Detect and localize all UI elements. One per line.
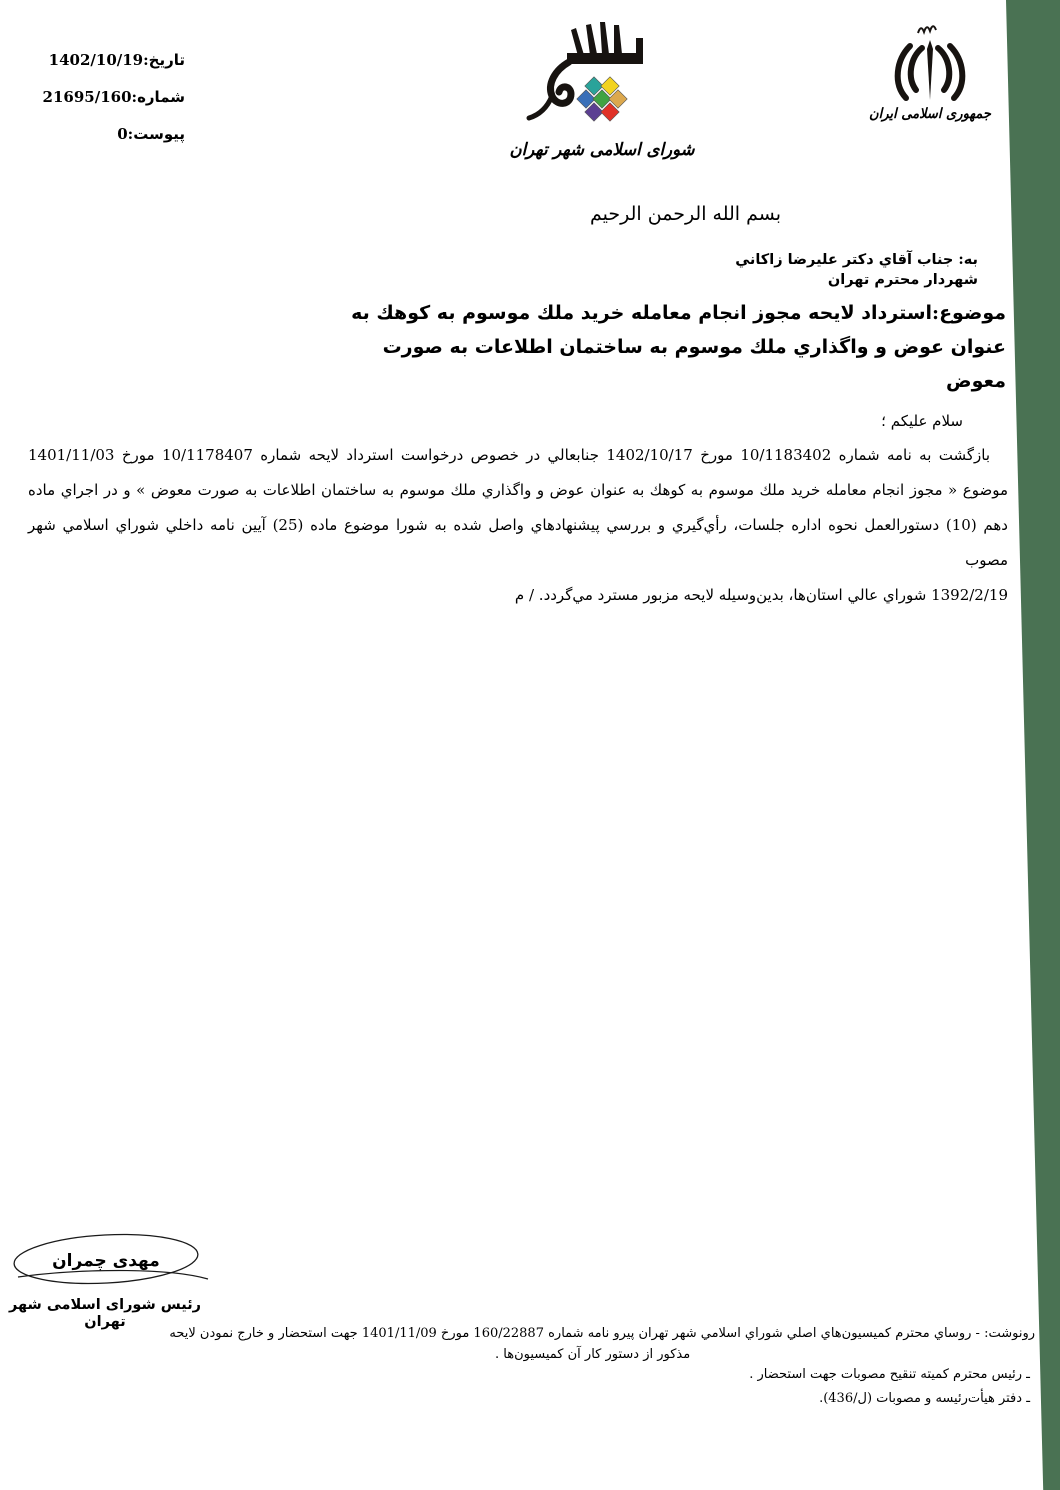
footer-cc-line xyxy=(819,1391,1030,1406)
subject-line: موضوع:استرداد لايحه مجوز انجام معامله خريد ملك موسوم به كوهك به xyxy=(351,302,1006,324)
council-logo-caption: شورای اسلامی شهر تهران xyxy=(509,140,696,160)
addressee-name: به: جناب آقاي دكتر عليرضا زاكاني xyxy=(735,251,978,268)
council-logo-tail xyxy=(529,96,552,118)
scan-edge-strip xyxy=(1000,0,1060,1490)
subject-block xyxy=(351,296,1006,398)
signature-name: مهدی چمران xyxy=(52,1251,160,1271)
body-line: 1392/2/19 شوراي عالي استان‌ها، بدين‌وسيله لايحه مزبور مسترد مي‌گردد. / م xyxy=(514,586,1008,604)
addressee-title: شهردار محترم تهران xyxy=(827,271,978,288)
footer-cc-code: (43ل/6) xyxy=(823,1391,873,1406)
letter-number: شماره:21695/160 xyxy=(42,88,185,106)
letter-body xyxy=(28,438,1008,613)
bismillah: بسم الله الرحمن الرحيم xyxy=(590,203,781,225)
signature-block xyxy=(6,1228,214,1298)
footer-cc-line: رونوشت: - روساي محترم كميسيون‌هاي اصلي شوراي اسلامي شهر تهران پيرو نامه شماره 160/22887 مورخ 1401/11/09 جهت استحضار و خارج نمودن لايحه xyxy=(169,1326,1035,1341)
footer-cc-text: ـ دفتر هيأت‌رئيسه و مصوبات xyxy=(872,1391,1030,1406)
council-logo-icon xyxy=(505,12,700,170)
footer-cc-line: ـ رئيس محترم كميته تنقيح مصوبات جهت استحضار . xyxy=(749,1367,1030,1382)
council-logo xyxy=(505,12,700,170)
body-line: بازگشت به نامه شماره 10/1183402 مورخ 1402/10/17 جنابعالي در خصوص درخواست استرداد لايحه شماره 10/1178407 مورخ 1401/11/03 xyxy=(28,446,991,464)
footer-cc-line: مذكور از دستور كار آن كميسيون‌ها . xyxy=(495,1347,691,1362)
signature-flourish xyxy=(18,1271,208,1280)
letter-date: تاریخ:1402/10/19 xyxy=(48,51,185,69)
iran-emblem xyxy=(860,20,1000,122)
emblem-sword xyxy=(927,40,933,100)
footer-cc-suffix: . xyxy=(819,1391,824,1406)
council-logo-diamonds xyxy=(577,77,627,121)
signature-title: رئیس شورای اسلامی شهر تهران xyxy=(8,1296,202,1330)
council-logo-mark xyxy=(567,22,643,64)
salutation: سلام عليكم ؛ xyxy=(881,412,963,430)
signature-scribble-icon xyxy=(6,1228,214,1294)
letter-attachment: پیوست:0 xyxy=(117,125,185,143)
iran-emblem-icon xyxy=(860,20,1000,122)
body-line: دهم (10) دستورالعمل نحوه اداره جلسات، رأي‌گيري و بررسي پيشنهادهاي واصل شده به شورا موضوع ماده (25) آيين نامه داخلي شوراي اسلامي شهر مصوب xyxy=(28,516,1008,569)
subject-line: عنوان عوض و واگذاري ملك موسوم به ساختمان اطلاعات به صورت xyxy=(382,336,1006,358)
addressee-block xyxy=(735,250,978,290)
body-line: موضوع « مجوز انجام معامله خريد ملك موسوم به كوهك به عنوان عوض و واگذاري ملك موسوم به ساختمان اطلاعات به صورت معوض » و در اجراي ماده xyxy=(28,481,1008,499)
subject-line: معوض xyxy=(946,370,1006,392)
letter-meta-block xyxy=(42,42,185,153)
iran-emblem-caption: جمهوری اسلامی ایران xyxy=(869,106,993,122)
emblem-tashdid xyxy=(918,26,936,33)
